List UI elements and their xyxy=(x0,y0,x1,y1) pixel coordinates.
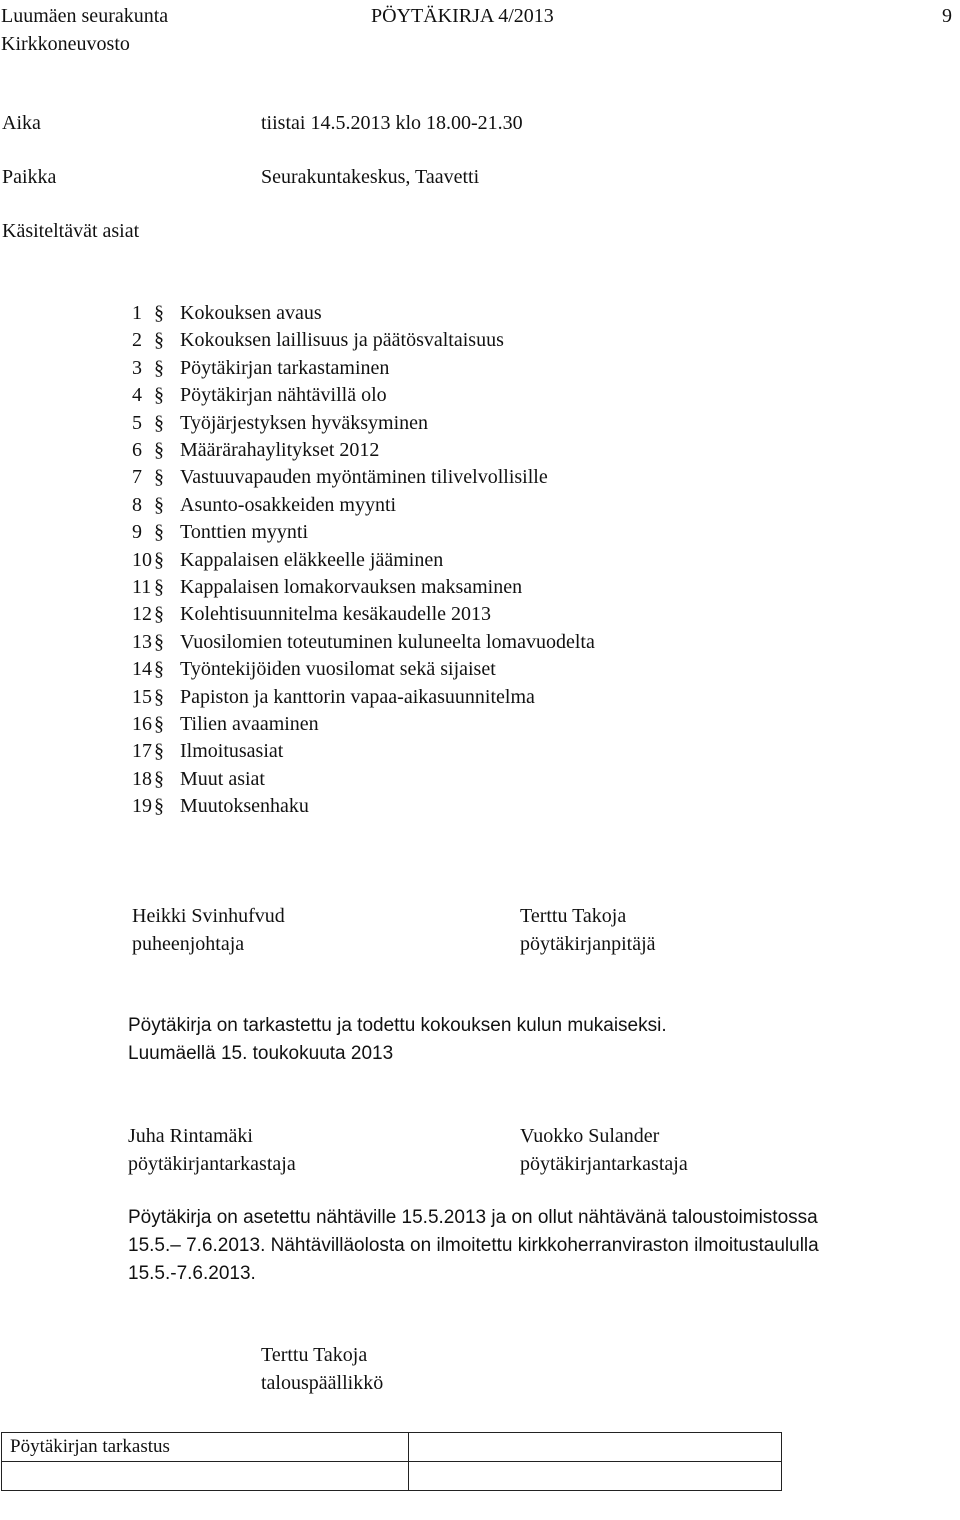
review-table xyxy=(1,1432,782,1491)
agenda-heading: Käsiteltävät asiat xyxy=(2,220,140,242)
agenda-item-title: Tonttien myynti xyxy=(180,521,309,543)
agenda-item-title: Muutoksenhaku xyxy=(180,795,309,817)
section-symbol: § xyxy=(154,329,164,351)
reviewer-2-name: Vuokko Sulander xyxy=(520,1125,660,1147)
agenda-item-number: 15 xyxy=(132,686,152,708)
agenda-item-number: 5 xyxy=(132,412,142,434)
list-item xyxy=(132,520,308,544)
list-item xyxy=(132,548,443,572)
chair-name: Heikki Svinhufvud xyxy=(132,905,285,927)
finance-role: talouspäällikkö xyxy=(261,1372,384,1394)
section-symbol: § xyxy=(154,466,164,488)
review-table-cell xyxy=(2,1462,409,1491)
time-label: Aika xyxy=(2,112,41,134)
agenda-item-number: 16 xyxy=(132,713,152,735)
agenda-item-title: Kolehtisuunnitelma kesäkaudelle 2013 xyxy=(180,603,492,625)
list-item xyxy=(132,767,265,791)
agenda-item-number: 4 xyxy=(132,384,142,406)
agenda-item-number: 10 xyxy=(132,549,152,571)
page-number: 9 xyxy=(942,5,952,27)
agenda-item-title: Kappalaisen lomakorvauksen maksaminen xyxy=(180,576,523,598)
list-item xyxy=(132,301,322,325)
section-symbol: § xyxy=(154,302,164,324)
agenda-item-title: Tilien avaaminen xyxy=(180,713,319,735)
list-item xyxy=(132,493,396,517)
agenda-item-number: 7 xyxy=(132,466,142,488)
agenda-item-number: 2 xyxy=(132,329,142,351)
agenda-item-number: 11 xyxy=(132,576,152,598)
agenda-item-title: Kokouksen avaus xyxy=(180,302,322,324)
list-item xyxy=(132,630,595,654)
agenda-item-title: Pöytäkirjan tarkastaminen xyxy=(180,357,390,379)
agenda-item-number: 9 xyxy=(132,521,142,543)
agenda-item-number: 18 xyxy=(132,768,152,790)
list-item xyxy=(132,383,387,407)
agenda-item-number: 3 xyxy=(132,357,142,379)
list-item xyxy=(132,794,309,818)
review-place-date: Luumäellä 15. toukokuuta 2013 xyxy=(128,1043,394,1064)
list-item xyxy=(132,438,379,462)
agenda-item-title: Ilmoitusasiat xyxy=(180,740,284,762)
section-symbol: § xyxy=(154,412,164,434)
list-item xyxy=(132,465,548,489)
section-symbol: § xyxy=(154,603,164,625)
display-notice-line-2: 15.5.– 7.6.2013. Nähtävilläolosta on ilmoitettu kirkkoherranviraston ilmoitustaululla xyxy=(128,1235,819,1256)
review-statement: Pöytäkirja on tarkastettu ja todettu kokouksen kulun mukaiseksi. xyxy=(128,1015,667,1036)
review-table-cell xyxy=(409,1433,782,1462)
section-symbol: § xyxy=(154,631,164,653)
review-table-cell xyxy=(409,1462,782,1491)
list-item xyxy=(132,411,428,435)
finance-name: Terttu Takoja xyxy=(261,1344,368,1366)
agenda-item-title: Kappalaisen eläkkeelle jääminen xyxy=(180,549,444,571)
header-org: Luumäen seurakunta xyxy=(1,5,169,27)
section-symbol: § xyxy=(154,713,164,735)
agenda-item-title: Työjärjestyksen hyväksyminen xyxy=(180,412,428,434)
agenda-item-number: 8 xyxy=(132,494,142,516)
section-symbol: § xyxy=(154,740,164,762)
place-value: Seurakuntakeskus, Taavetti xyxy=(261,166,480,188)
place-label: Paikka xyxy=(2,166,57,188)
section-symbol: § xyxy=(154,795,164,817)
section-symbol: § xyxy=(154,439,164,461)
agenda-item-title: Papiston ja kanttorin vapaa-aikasuunnitelma xyxy=(180,686,535,708)
agenda-item-title: Työntekijöiden vuosilomat sekä sijaiset xyxy=(180,658,496,680)
agenda-item-number: 17 xyxy=(132,740,152,762)
reviewer-1-role: pöytäkirjantarkastaja xyxy=(128,1153,296,1175)
section-symbol: § xyxy=(154,686,164,708)
reviewer-2-role: pöytäkirjantarkastaja xyxy=(520,1153,688,1175)
list-item xyxy=(132,356,389,380)
agenda-item-number: 13 xyxy=(132,631,152,653)
agenda-item-number: 14 xyxy=(132,658,152,680)
list-item xyxy=(132,739,283,763)
list-item xyxy=(132,575,522,599)
agenda-item-title: Muut asiat xyxy=(180,768,265,790)
agenda-item-number: 1 xyxy=(132,302,142,324)
section-symbol: § xyxy=(154,576,164,598)
secretary-name: Terttu Takoja xyxy=(520,905,627,927)
section-symbol: § xyxy=(154,658,164,680)
agenda-item-number: 12 xyxy=(132,603,152,625)
display-notice-line-3: 15.5.-7.6.2013. xyxy=(128,1263,256,1284)
agenda-item-title: Vastuuvapauden myöntäminen tilivelvollisille xyxy=(180,466,548,488)
agenda-item-number: 6 xyxy=(132,439,142,461)
reviewer-1-name: Juha Rintamäki xyxy=(128,1125,253,1147)
list-item xyxy=(132,328,504,352)
agenda-item-number: 19 xyxy=(132,795,152,817)
document-title: PÖYTÄKIRJA 4/2013 xyxy=(371,5,554,27)
list-item xyxy=(132,602,491,626)
display-notice-line-1: Pöytäkirja on asetettu nähtäville 15.5.2013 ja on ollut nähtävänä taloustoimistossa xyxy=(128,1207,818,1228)
table-row xyxy=(2,1433,782,1462)
review-table-label: Pöytäkirjan tarkastus xyxy=(2,1433,409,1462)
list-item xyxy=(132,657,496,681)
list-item xyxy=(132,712,319,736)
section-symbol: § xyxy=(154,521,164,543)
agenda-item-title: Määrärahaylitykset 2012 xyxy=(180,439,380,461)
chair-role: puheenjohtaja xyxy=(132,933,245,955)
agenda-item-title: Pöytäkirjan nähtävillä olo xyxy=(180,384,387,406)
section-symbol: § xyxy=(154,768,164,790)
section-symbol: § xyxy=(154,384,164,406)
list-item xyxy=(132,685,535,709)
header-body: Kirkkoneuvosto xyxy=(1,33,130,55)
time-value: tiistai 14.5.2013 klo 18.00-21.30 xyxy=(261,112,523,134)
section-symbol: § xyxy=(154,357,164,379)
secretary-role: pöytäkirjanpitäjä xyxy=(520,933,656,955)
section-symbol: § xyxy=(154,549,164,571)
section-symbol: § xyxy=(154,494,164,516)
table-row xyxy=(2,1462,782,1491)
agenda-item-title: Kokouksen laillisuus ja päätösvaltaisuus xyxy=(180,329,504,351)
agenda-item-title: Vuosilomien toteutuminen kuluneelta lomavuodelta xyxy=(180,631,595,653)
agenda-item-title: Asunto-osakkeiden myynti xyxy=(180,494,397,516)
